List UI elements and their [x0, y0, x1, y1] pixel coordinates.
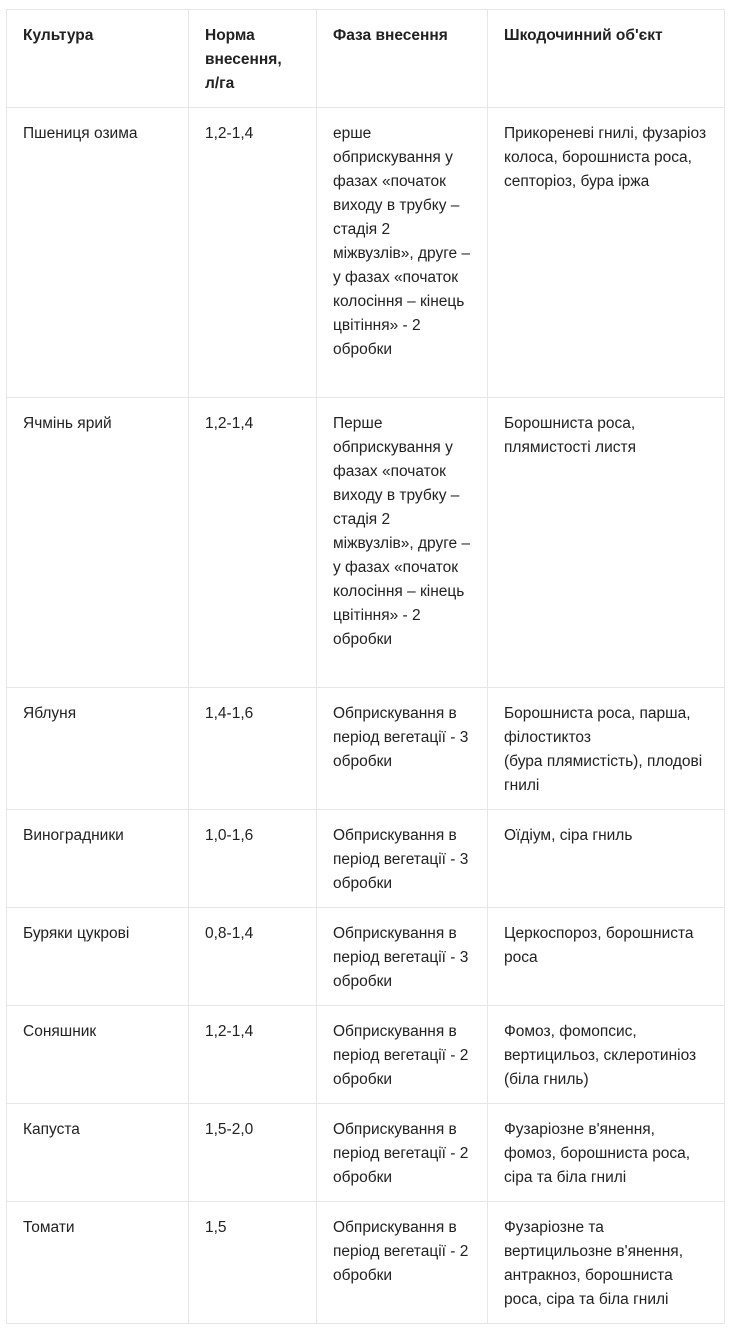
cell-rate: 1,2-1,4	[189, 398, 317, 688]
cell-crop: Виноградники	[7, 810, 189, 908]
cell-target: Фузаріозне в'янення, фомоз, борошниста роса, сіра та біла гнилі	[488, 1104, 725, 1202]
table-row	[7, 688, 725, 810]
cell-phase: ерше обприскування у фазах «початок виходу в трубку – стадія 2 міжвузлів», друге – у фазах «початок колосіння – кінець цвітіння» - 2 обробки	[317, 108, 488, 398]
table-row	[7, 908, 725, 1006]
cell-target: Церкоспороз, борошниста роса	[488, 908, 725, 1006]
header-phase: Фаза внесення	[317, 10, 488, 108]
cell-rate: 1,4-1,6	[189, 688, 317, 810]
header-crop: Культура	[7, 10, 189, 108]
cell-target: Борошниста роса, плямистості листя	[488, 398, 725, 688]
table-row	[7, 398, 725, 688]
cell-phase: Обприскування в період вегетації - 2 обробки	[317, 1202, 488, 1324]
table-row	[7, 1202, 725, 1324]
cell-rate: 1,2-1,4	[189, 1006, 317, 1104]
cell-rate: 1,2-1,4	[189, 108, 317, 398]
cell-target: Борошниста роса, парша, філостиктоз (бура плямистість), плодові гнилі	[488, 688, 725, 810]
table-row	[7, 1104, 725, 1202]
cell-crop: Пшениця озима	[7, 108, 189, 398]
cell-rate: 1,0-1,6	[189, 810, 317, 908]
cell-crop: Яблуня	[7, 688, 189, 810]
table-row	[7, 1006, 725, 1104]
cell-target: Фузаріозне та вертицильозне в'янення, антракноз, борошниста роса, сіра та біла гнилі	[488, 1202, 725, 1324]
header-target: Шкодочинний об'єкт	[488, 10, 725, 108]
cell-phase: Обприскування в період вегетації - 3 обробки	[317, 810, 488, 908]
cell-target: Прикореневі гнилі, фузаріоз колоса, борошниста роса, септоріоз, бура іржа	[488, 108, 725, 398]
cell-rate: 0,8-1,4	[189, 908, 317, 1006]
cell-phase: Обприскування в період вегетації - 2 обробки	[317, 1104, 488, 1202]
cell-crop: Томати	[7, 1202, 189, 1324]
cell-rate: 1,5	[189, 1202, 317, 1324]
cell-crop: Ячмінь ярий	[7, 398, 189, 688]
table-row	[7, 810, 725, 908]
cell-target: Оїдіум, сіра гниль	[488, 810, 725, 908]
crop-treatment-table	[6, 9, 725, 1324]
table-row	[7, 108, 725, 398]
cell-phase: Обприскування в період вегетації - 3 обробки	[317, 908, 488, 1006]
cell-crop: Соняшник	[7, 1006, 189, 1104]
cell-target: Фомоз, фомопсис, вертицильоз, склеротиніоз (біла гниль)	[488, 1006, 725, 1104]
cell-rate: 1,5-2,0	[189, 1104, 317, 1202]
cell-phase: Перше обприскування у фазах «початок виходу в трубку – стадія 2 міжвузлів», друге – у фазах «початок колосіння – кінець цвітіння» - 2 обробки	[317, 398, 488, 688]
cell-crop: Капуста	[7, 1104, 189, 1202]
cell-phase: Обприскування в період вегетації - 2 обробки	[317, 1006, 488, 1104]
header-rate: Норма внесення, л/га	[189, 10, 317, 108]
cell-phase: Обприскування в період вегетації - 3 обробки	[317, 688, 488, 810]
table-header-row	[7, 10, 725, 108]
cell-crop: Буряки цукрові	[7, 908, 189, 1006]
